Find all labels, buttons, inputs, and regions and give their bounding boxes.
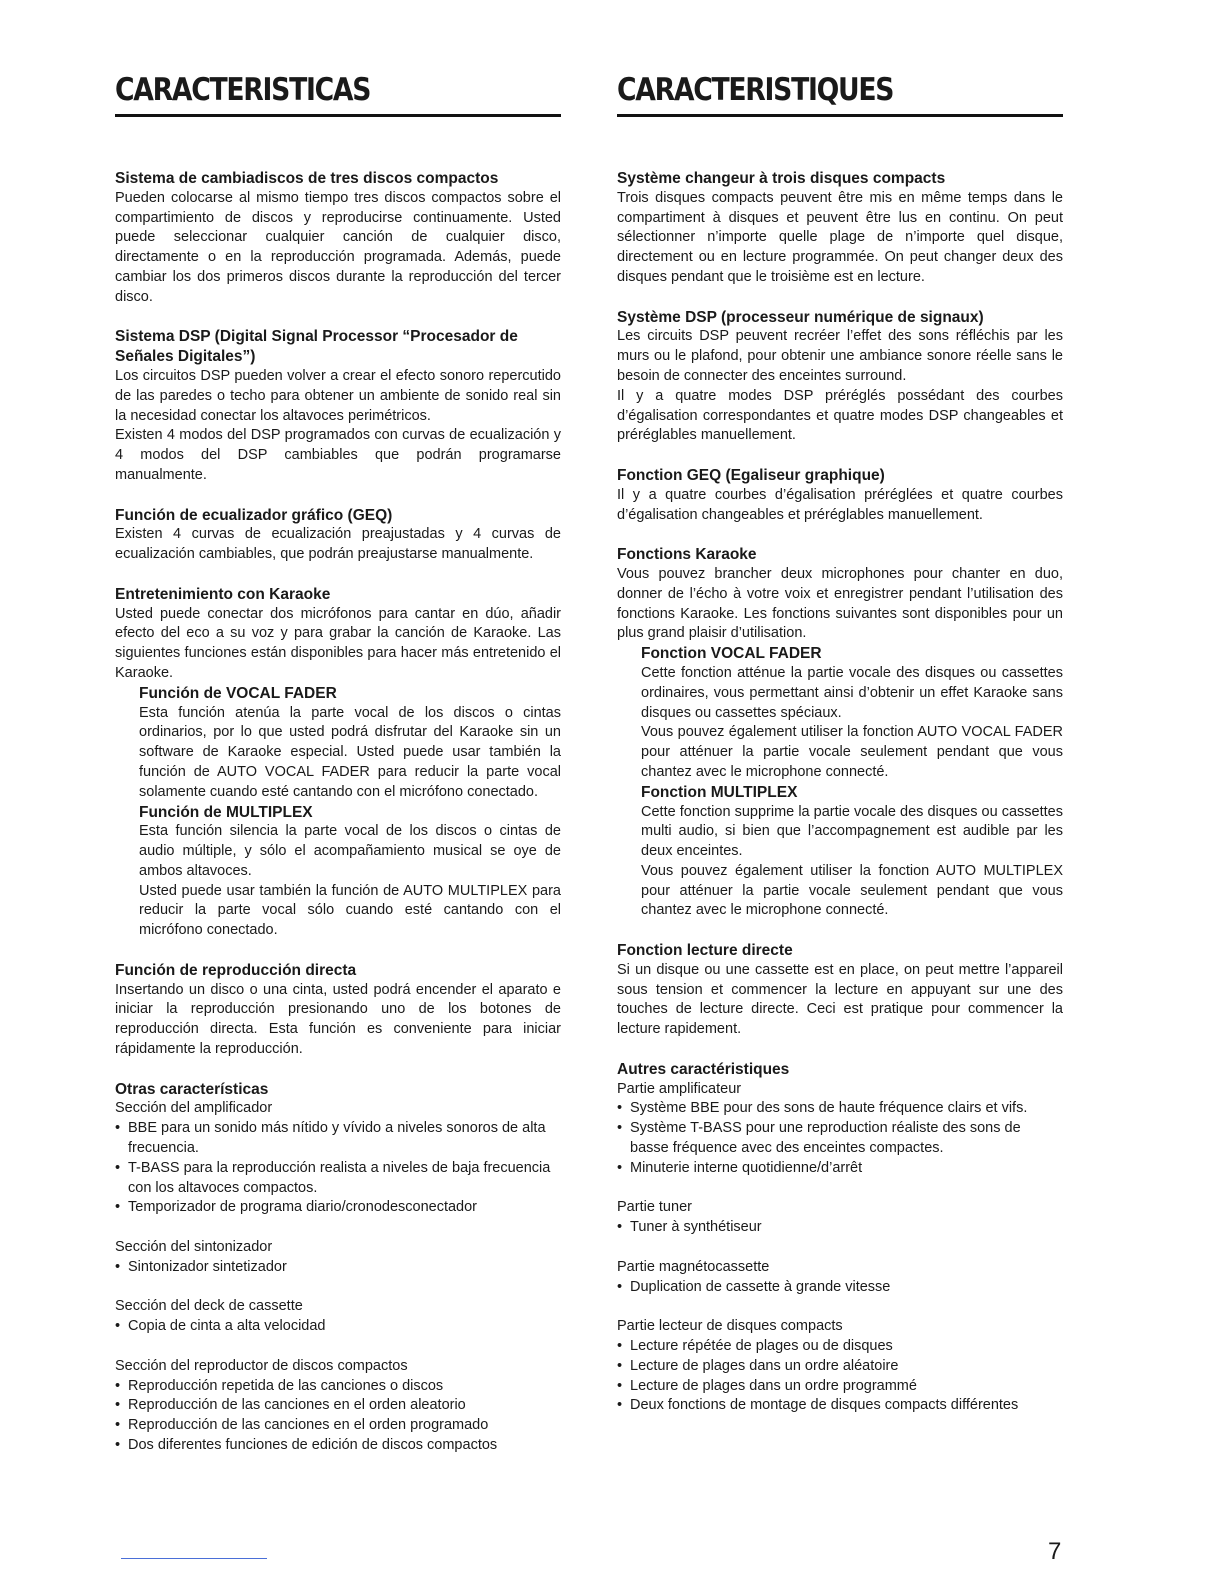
section-cd-changer-es <box>115 169 561 308</box>
section-heading: Sistema de cambiadiscos de tres discos compactos <box>115 170 499 187</box>
list-item: • Copia de cinta a alta velocidad <box>115 1317 561 1337</box>
section-heading: Otras características <box>115 1080 269 1098</box>
section-text: Il y a quatre modes DSP préréglés possédant des courbes d’égalisation correspondantes et quatre modes DSP changeables et préréglables manuellement. <box>617 387 1063 444</box>
group-label: Partie lecteur de disques compacts <box>617 1318 843 1335</box>
content-fr <box>617 169 1063 1416</box>
section-dsp-fr <box>617 308 1063 447</box>
section-text: Vous pouvez brancher deux microphones pour chanter en duo, donner de l’écho à votre voix et enregistrer pendant l’utilisation des fonctions Karaoke. Les fonctions suivantes sont disponibles pour un plus grand plaisir d’utilisation. <box>617 565 1063 642</box>
section-text: Pueden colocarse al mismo tiempo tres discos compactos sobre el compartimiento de discos y reproducirse continuamente. Usted puede seleccionar cualquier canción de cualquier disco, directamente o en la reproducción programada. Además, puede cambiar los dos primeros discos durante la reproducción del tercer disco. <box>115 189 561 305</box>
subsection-text: Cette fonction supprime la partie vocale des disques ou cassettes multi audio, si bien que l’accompagnement est audible par les deux enceintes. <box>641 803 1063 860</box>
feature-list <box>617 1337 1063 1416</box>
list-item: • Temporizador de programa diario/cronodesconectador <box>115 1198 561 1218</box>
list-item: • Dos diferentes funciones de edición de discos compactos <box>115 1436 561 1456</box>
section-direct-es <box>115 961 561 1060</box>
subsection-vocal-fader-es <box>115 684 561 941</box>
title-rule-fr <box>617 114 1063 117</box>
subsection-heading: Fonction VOCAL FADER <box>641 645 822 663</box>
section-text: Si un disque ou une cassette est en place, on peut mettre l’appareil sous tension et commencer la lecture en appuyant sur une des touches de lecture directe. Ceci est pratique pour commencer la lecture rapidement. <box>617 961 1063 1038</box>
subsection-text: Usted puede usar también la función de AUTO MULTIPLEX para reducir la parte vocal sólo cuando esté cantando con el micrófono conectado. <box>139 882 561 939</box>
feature-list <box>617 1278 1063 1298</box>
group-label: Sección del deck de cassette <box>115 1298 303 1315</box>
list-item: • Lecture de plages dans un ordre aléatoire <box>617 1357 1063 1377</box>
list-item: • Tuner à synthétiseur <box>617 1218 1063 1238</box>
section-text: Existen 4 modos del DSP programados con curvas de ecualización y 4 modos del DSP cambiables que podrán programarse manualmente. <box>115 427 561 483</box>
page-title-fr: CARACTERISTIQUES <box>617 72 894 108</box>
section-heading: Système DSP (processeur numérique de signaux) <box>617 308 984 326</box>
section-dsp-es <box>115 327 561 485</box>
section-text: Los circuitos DSP pueden volver a crear el efecto sonoro repercutido de las paredes o techo para obtener un ambiente de sonido real sin la necesidad conectar los altavoces perimétricos. <box>115 367 561 424</box>
title-rule-es <box>115 114 561 117</box>
group-cd-fr <box>617 1317 1063 1416</box>
spanish-column <box>115 70 561 1476</box>
section-text: Insertando un disco o una cinta, usted podrá encender el aparato e iniciar la reproducción presionando uno de los botones de reproducción directa. Esta función es conveniente para iniciar rápidamente la reproducción. <box>115 981 561 1058</box>
list-item: • Duplication de cassette à grande vitesse <box>617 1278 1063 1298</box>
group-tuner-fr <box>617 1198 1063 1238</box>
subsection-text: Vous pouvez également utiliser la fonction AUTO MULTIPLEX pour atténuer la partie vocale seulement pendant que vous chantez avec le microphone connecté. <box>641 862 1063 919</box>
subsection-heading: Fonction MULTIPLEX <box>641 783 798 801</box>
list-item: • Reproducción de las canciones en el orden programado <box>115 1416 561 1436</box>
list-item: • BBE para un sonido más nítido y vívido a niveles sonoros de alta frecuencia. <box>115 1119 561 1159</box>
group-label: Partie amplificateur <box>617 1080 742 1097</box>
feature-list <box>115 1258 561 1278</box>
group-deck-fr <box>617 1258 1063 1298</box>
footer-rule <box>121 1558 267 1559</box>
section-heading: Autres caractéristiques <box>617 1060 790 1078</box>
page-number: 7 <box>1048 1538 1062 1565</box>
group-deck-es <box>115 1297 561 1337</box>
french-column <box>617 70 1063 1436</box>
subsection-text: Cette fonction atténue la partie vocale des disques ou cassettes ordinaires, vous permettant ainsi d’obtenir un effet Karaoke sans disques ou cassettes spéciaux. <box>641 664 1063 721</box>
subsection-text: Esta función silencia la parte vocal de los discos o cintas de audio múltiple, y sólo el acompañamiento musical se oye de ambos altavoces. <box>139 823 561 879</box>
group-label: Partie magnétocassette <box>617 1258 770 1275</box>
section-text: Il y a quatre courbes d’égalisation préréglées et quatre courbes d’égalisation changeables et préréglables manuellement. <box>617 486 1063 523</box>
list-item: • Deux fonctions de montage de disques compacts différentes <box>617 1396 1063 1416</box>
section-text: Usted puede conectar dos micrófonos para cantar en dúo, añadir efecto del eco a su voz y para grabar la canción de Karaoke. Las siguientes funciones están disponibles para hacer más entretenido el Karaoke. <box>115 605 561 681</box>
group-label: Sección del reproductor de discos compactos <box>115 1357 408 1374</box>
feature-list <box>617 1218 1063 1238</box>
group-cd-es <box>115 1357 561 1456</box>
section-heading: Entretenimiento con Karaoke <box>115 585 331 603</box>
list-item: • Lecture répétée de plages ou de disques <box>617 1337 1063 1357</box>
content-es <box>115 169 561 1456</box>
feature-list <box>617 1099 1063 1178</box>
section-heading: Función de ecualizador gráfico (GEQ) <box>115 506 393 524</box>
section-cd-changer-fr <box>617 169 1063 288</box>
list-item: • Minuterie interne quotidienne/d’arrêt <box>617 1159 1063 1179</box>
section-heading: Función de reproducción directa <box>115 961 357 979</box>
group-tuner-es <box>115 1238 561 1278</box>
subsection-text: Vous pouvez également utiliser la fonction AUTO VOCAL FADER pour atténuer la partie vocale seulement pendant que vous chantez avec le microphone connecté. <box>641 724 1063 780</box>
section-geq-fr <box>617 466 1063 525</box>
group-label: Partie tuner <box>617 1199 692 1216</box>
list-item: • Reproducción de las canciones en el orden aleatorio <box>115 1396 561 1416</box>
section-geq-es <box>115 506 561 565</box>
section-heading: Fonctions Karaoke <box>617 546 757 564</box>
section-heading: Système changeur à trois disques compacts <box>617 170 946 187</box>
list-item: • Système BBE pour des sons de haute fréquence clairs et vifs. <box>617 1099 1063 1119</box>
group-label: Sección del amplificador <box>115 1100 273 1117</box>
subsection-vocal-fader-fr <box>617 644 1063 921</box>
subsection-heading: Función de VOCAL FADER <box>139 684 337 702</box>
feature-list <box>115 1119 561 1218</box>
feature-list <box>115 1377 561 1456</box>
section-heading: Fonction lecture directe <box>617 942 793 960</box>
section-other-fr <box>617 1060 1063 1179</box>
subsection-heading: Función de MULTIPLEX <box>139 803 313 821</box>
section-text: Les circuits DSP peuvent recréer l’effet des sons réfléchis par les murs ou le plafond, pour obtenir une ambiance sonore réelle sans le besoin de connecter des enceintes surround. <box>617 328 1063 384</box>
list-item: • Sintonizador sintetizador <box>115 1258 561 1278</box>
list-item: • T-BASS para la reproducción realista a niveles de baja frecuencia con los altavoces compactos. <box>115 1159 561 1199</box>
section-text: Existen 4 curvas de ecualización preajustadas y 4 curvas de ecualización cambiables, que podrán preajustarse manualmente. <box>115 526 561 563</box>
section-heading: Sistema DSP (Digital Signal Processor “Procesador de Señales Digitales”) <box>115 328 518 366</box>
list-item: • Lecture de plages dans un ordre programmé <box>617 1377 1063 1397</box>
section-karaoke-fr <box>617 545 1063 921</box>
section-text: Trois disques compacts peuvent être mis en même temps dans le compartiment à disques et peuvent être lus en continu. On peut sélectionner n’importe quelle plage de n’importe quel disque, directement ou en lecture programmée. On peut changer deux des disques pendant que le troisième est en lecture. <box>617 189 1063 285</box>
section-direct-fr <box>617 941 1063 1040</box>
subsection-text: Esta función atenúa la parte vocal de los discos o cintas ordinarios, por lo que usted podrá disfrutar del Karaoke sin un software de Karaoke especial. Usted puede usar también la función de AUTO VOCAL FADER para reducir la parte vocal solamente cuando esté cantando con el micrófono conectado. <box>139 704 561 800</box>
section-other-es <box>115 1080 561 1219</box>
section-karaoke-es <box>115 585 561 941</box>
feature-list <box>115 1317 561 1337</box>
group-label: Sección del sintonizador <box>115 1239 273 1256</box>
list-item: • Reproducción repetida de las canciones o discos <box>115 1377 561 1397</box>
section-heading: Fonction GEQ (Egaliseur graphique) <box>617 466 885 484</box>
page-title-es: CARACTERISTICAS <box>115 72 371 108</box>
list-item: • Système T-BASS pour une reproduction réaliste des sons de basse fréquence avec des enceintes compactes. <box>617 1119 1063 1159</box>
